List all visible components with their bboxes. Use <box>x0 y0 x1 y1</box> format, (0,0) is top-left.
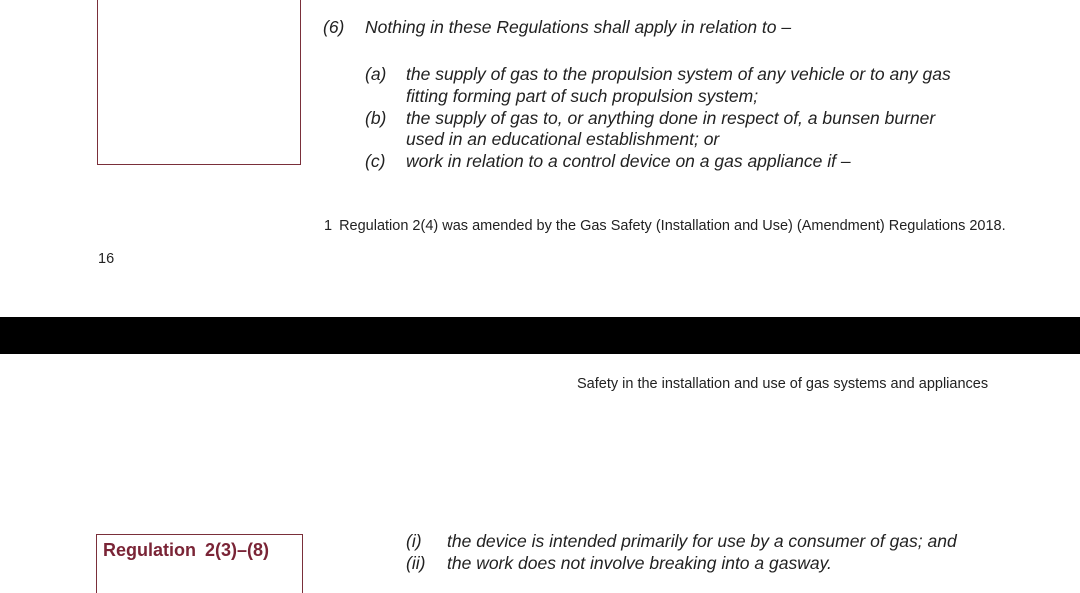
subitem-i-text: the device is intended primarily for use by a consumer of gas; and <box>447 531 957 551</box>
subitem-i-label: (i) <box>406 531 422 551</box>
margin-note-box <box>97 0 301 165</box>
subitem-ii-label: (ii) <box>406 553 426 573</box>
regulation-label: Regulation 2(3)–(8) <box>103 540 270 560</box>
item-b-label: (b) <box>365 108 387 128</box>
item-a-label: (a) <box>365 64 387 84</box>
item-c-label: (c) <box>365 151 386 171</box>
running-header: Safety in the installation and use of gas systems and appliances <box>577 376 989 392</box>
regulation-side-box <box>96 534 303 593</box>
footnote <box>324 218 1006 234</box>
bottom-page <box>0 354 1080 593</box>
item-a-line1: the supply of gas to the propulsion system of any vehicle or to any gas <box>406 64 951 84</box>
item-c-line1: work in relation to a control device on a gas appliance if – <box>406 151 851 171</box>
item-b-line2: used in an educational establishment; or <box>406 129 720 149</box>
clause-number: (6) <box>323 17 345 37</box>
footnote-number: 1 <box>324 218 333 234</box>
footnote-text: Regulation 2(4) was amended by the Gas Safety (Installation and Use) (Amendment) Regulations 2018. <box>339 218 1006 234</box>
subitem-ii-text: the work does not involve breaking into a gasway. <box>447 553 832 573</box>
clause-text: Nothing in these Regulations shall apply in relation to – <box>365 17 792 37</box>
page-separator <box>0 317 1080 354</box>
page-number: 16 <box>98 251 115 267</box>
item-a-line2: fitting forming part of such propulsion system; <box>406 86 759 106</box>
item-b-line1: the supply of gas to, or anything done in respect of, a bunsen burner <box>406 108 936 128</box>
